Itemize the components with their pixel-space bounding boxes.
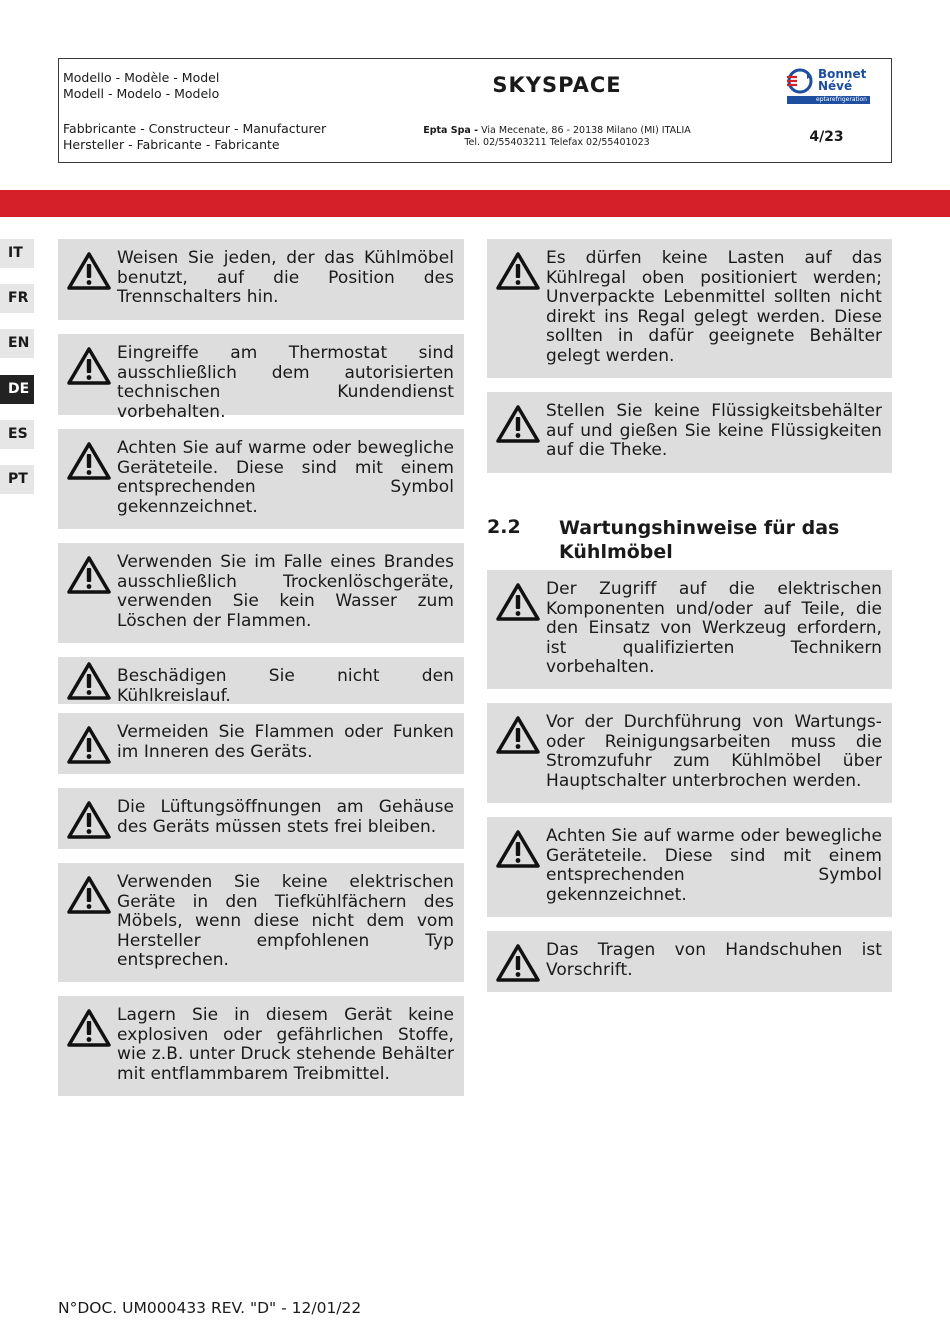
warning-text: Stellen Sie keine Flüssigkeitsbehälter auf und gießen Sie keine Flüssigkeiten auf die Theke. bbox=[546, 401, 882, 460]
warning-text: Verwenden Sie im Falle eines Brandes ausschließlich Trockenlöschgeräte, verwenden Sie kein Wasser zum Löschen der Flammen. bbox=[117, 552, 454, 631]
warning-box bbox=[58, 543, 464, 643]
company-name: Epta Spa - bbox=[423, 125, 479, 136]
logo-subtitle: eptarefrigeration bbox=[787, 96, 870, 104]
warning-box bbox=[58, 863, 464, 982]
warning-text: Beschädigen Sie nicht den Kühlkreislauf. bbox=[117, 666, 454, 706]
document-number-footer: N°DOC. UM000433 REV. "D" - 12/01/22 bbox=[58, 1299, 362, 1317]
warning-box bbox=[487, 703, 892, 803]
warning-box bbox=[487, 817, 892, 917]
warning-triangle-icon bbox=[496, 943, 540, 983]
product-title: SKYSPACE bbox=[492, 73, 622, 97]
warning-triangle-icon bbox=[67, 661, 111, 701]
warning-box bbox=[487, 239, 892, 378]
warning-box bbox=[58, 657, 464, 704]
warning-text: Weisen Sie jeden, der das Kühlmöbel benutzt, auf die Position des Trennschalters hin. bbox=[117, 248, 454, 307]
warning-text: Die Lüftungsöffnungen am Gehäuse des Geräts müssen stets frei bleiben. bbox=[117, 797, 454, 837]
section-number: 2.2 bbox=[487, 516, 521, 538]
warning-box bbox=[58, 239, 464, 320]
warning-triangle-icon bbox=[67, 725, 111, 765]
warning-text: Eingreiffe am Thermostat sind ausschließlich dem autorisierten technischen Kundendienst vorbehalten. bbox=[117, 343, 454, 422]
warning-box bbox=[58, 713, 464, 774]
address-line2: Tel. 02/55403211 Telefax 02/55401023 bbox=[464, 137, 650, 148]
logo-wordmark bbox=[818, 68, 866, 92]
warning-triangle-icon bbox=[67, 875, 111, 915]
warning-text: Es dürfen keine Lasten auf das Kühlregal oben positioniert werden; Unverpackte Lebenmittel sollten nicht direkt ins Regal gelegt werden. Diese sollten in dafür geeignete Behälter gelegt werden. bbox=[546, 248, 882, 366]
model-label-line1: Modello - Modèle - Model bbox=[63, 70, 220, 85]
lang-tab-fr[interactable]: FR bbox=[0, 284, 34, 313]
address-cell bbox=[353, 112, 761, 163]
warning-text: Achten Sie auf warme oder bewegliche Geräteteile. Diese sind mit einem entsprechenden Symbol gekennzeichnet. bbox=[546, 826, 882, 905]
manufacturer-label-line1: Fabbricante - Constructeur - Manufacturer bbox=[63, 121, 327, 136]
warning-triangle-icon bbox=[496, 715, 540, 755]
warning-text: Verwenden Sie keine elektrischen Geräte in den Tiefkühlfächern des Möbels, wenn diese nicht dem vom Hersteller empfohlenen Typ entsprechen. bbox=[117, 872, 454, 970]
lang-tab-en[interactable]: EN bbox=[0, 329, 34, 358]
model-label-cell bbox=[59, 59, 353, 112]
warning-text: Achten Sie auf warme oder bewegliche Geräteteile. Diese sind mit einem entsprechenden Symbol gekennzeichnet. bbox=[117, 438, 454, 517]
warning-box bbox=[58, 996, 464, 1096]
manufacturer-label-cell bbox=[59, 112, 353, 163]
warning-text: Der Zugriff auf die elektrischen Komponenten und/oder auf Teile, die den Einsatz von Werkzeug erfordern, ist qualifizierten Technikern vorbehalten. bbox=[546, 579, 882, 677]
section-title: Wartungshinweise für das Kühlmöbel bbox=[559, 517, 840, 563]
model-label-line2: Modell - Modelo - Modelo bbox=[63, 86, 220, 101]
lang-tab-de[interactable]: DE bbox=[0, 375, 34, 404]
document-header bbox=[58, 58, 892, 163]
address-line1 bbox=[353, 125, 761, 137]
lang-tab-es[interactable]: ES bbox=[0, 420, 34, 449]
bonnet-neve-logo bbox=[783, 67, 873, 105]
lang-tab-pt[interactable]: PT bbox=[0, 465, 34, 494]
warning-box bbox=[58, 334, 464, 422]
warning-triangle-icon bbox=[67, 800, 111, 840]
warning-triangle-icon bbox=[496, 829, 540, 869]
warning-triangle-icon bbox=[67, 346, 111, 386]
warning-triangle-icon bbox=[67, 1008, 111, 1048]
red-band bbox=[0, 190, 950, 217]
warning-box bbox=[487, 570, 892, 689]
logo-line2: Névé bbox=[818, 79, 853, 93]
manufacturer-label-line2: Hersteller - Fabricante - Fabricante bbox=[63, 137, 280, 152]
warning-box bbox=[487, 931, 892, 992]
warning-triangle-icon bbox=[496, 582, 540, 622]
warning-box bbox=[58, 788, 464, 849]
warning-text: Vor der Durchführung von Wartungs- oder Reinigungsarbeiten muss die Stromzufuhr zum Kühlmöbel über Hauptschalter unterbrochen werden. bbox=[546, 712, 882, 791]
warning-box bbox=[58, 429, 464, 529]
warning-triangle-icon bbox=[496, 404, 540, 444]
warning-triangle-icon bbox=[67, 251, 111, 291]
logo-swirl-icon bbox=[783, 67, 817, 97]
warning-text: Vermeiden Sie Flammen oder Funken im Inneren des Geräts. bbox=[117, 722, 454, 762]
warning-text: Lagern Sie in diesem Gerät keine explosiven oder gefährlichen Stoffe, wie z.B. unter Druck stehende Behälter mit entflammbarem Treibmittel. bbox=[117, 1005, 454, 1084]
warning-box bbox=[487, 392, 892, 473]
address-street: Via Mecenate, 86 - 20138 Milano (MI) ITALIA bbox=[478, 125, 691, 136]
lang-tab-it[interactable]: IT bbox=[0, 239, 34, 268]
warning-text: Das Tragen von Handschuhen ist Vorschrift. bbox=[546, 940, 882, 980]
logo-line1: Bonnet bbox=[818, 67, 867, 81]
warning-triangle-icon bbox=[67, 555, 111, 595]
warning-triangle-icon bbox=[67, 441, 111, 481]
logo-cell bbox=[761, 59, 892, 112]
page-number: 4/23 bbox=[809, 129, 844, 145]
warning-triangle-icon bbox=[496, 251, 540, 291]
